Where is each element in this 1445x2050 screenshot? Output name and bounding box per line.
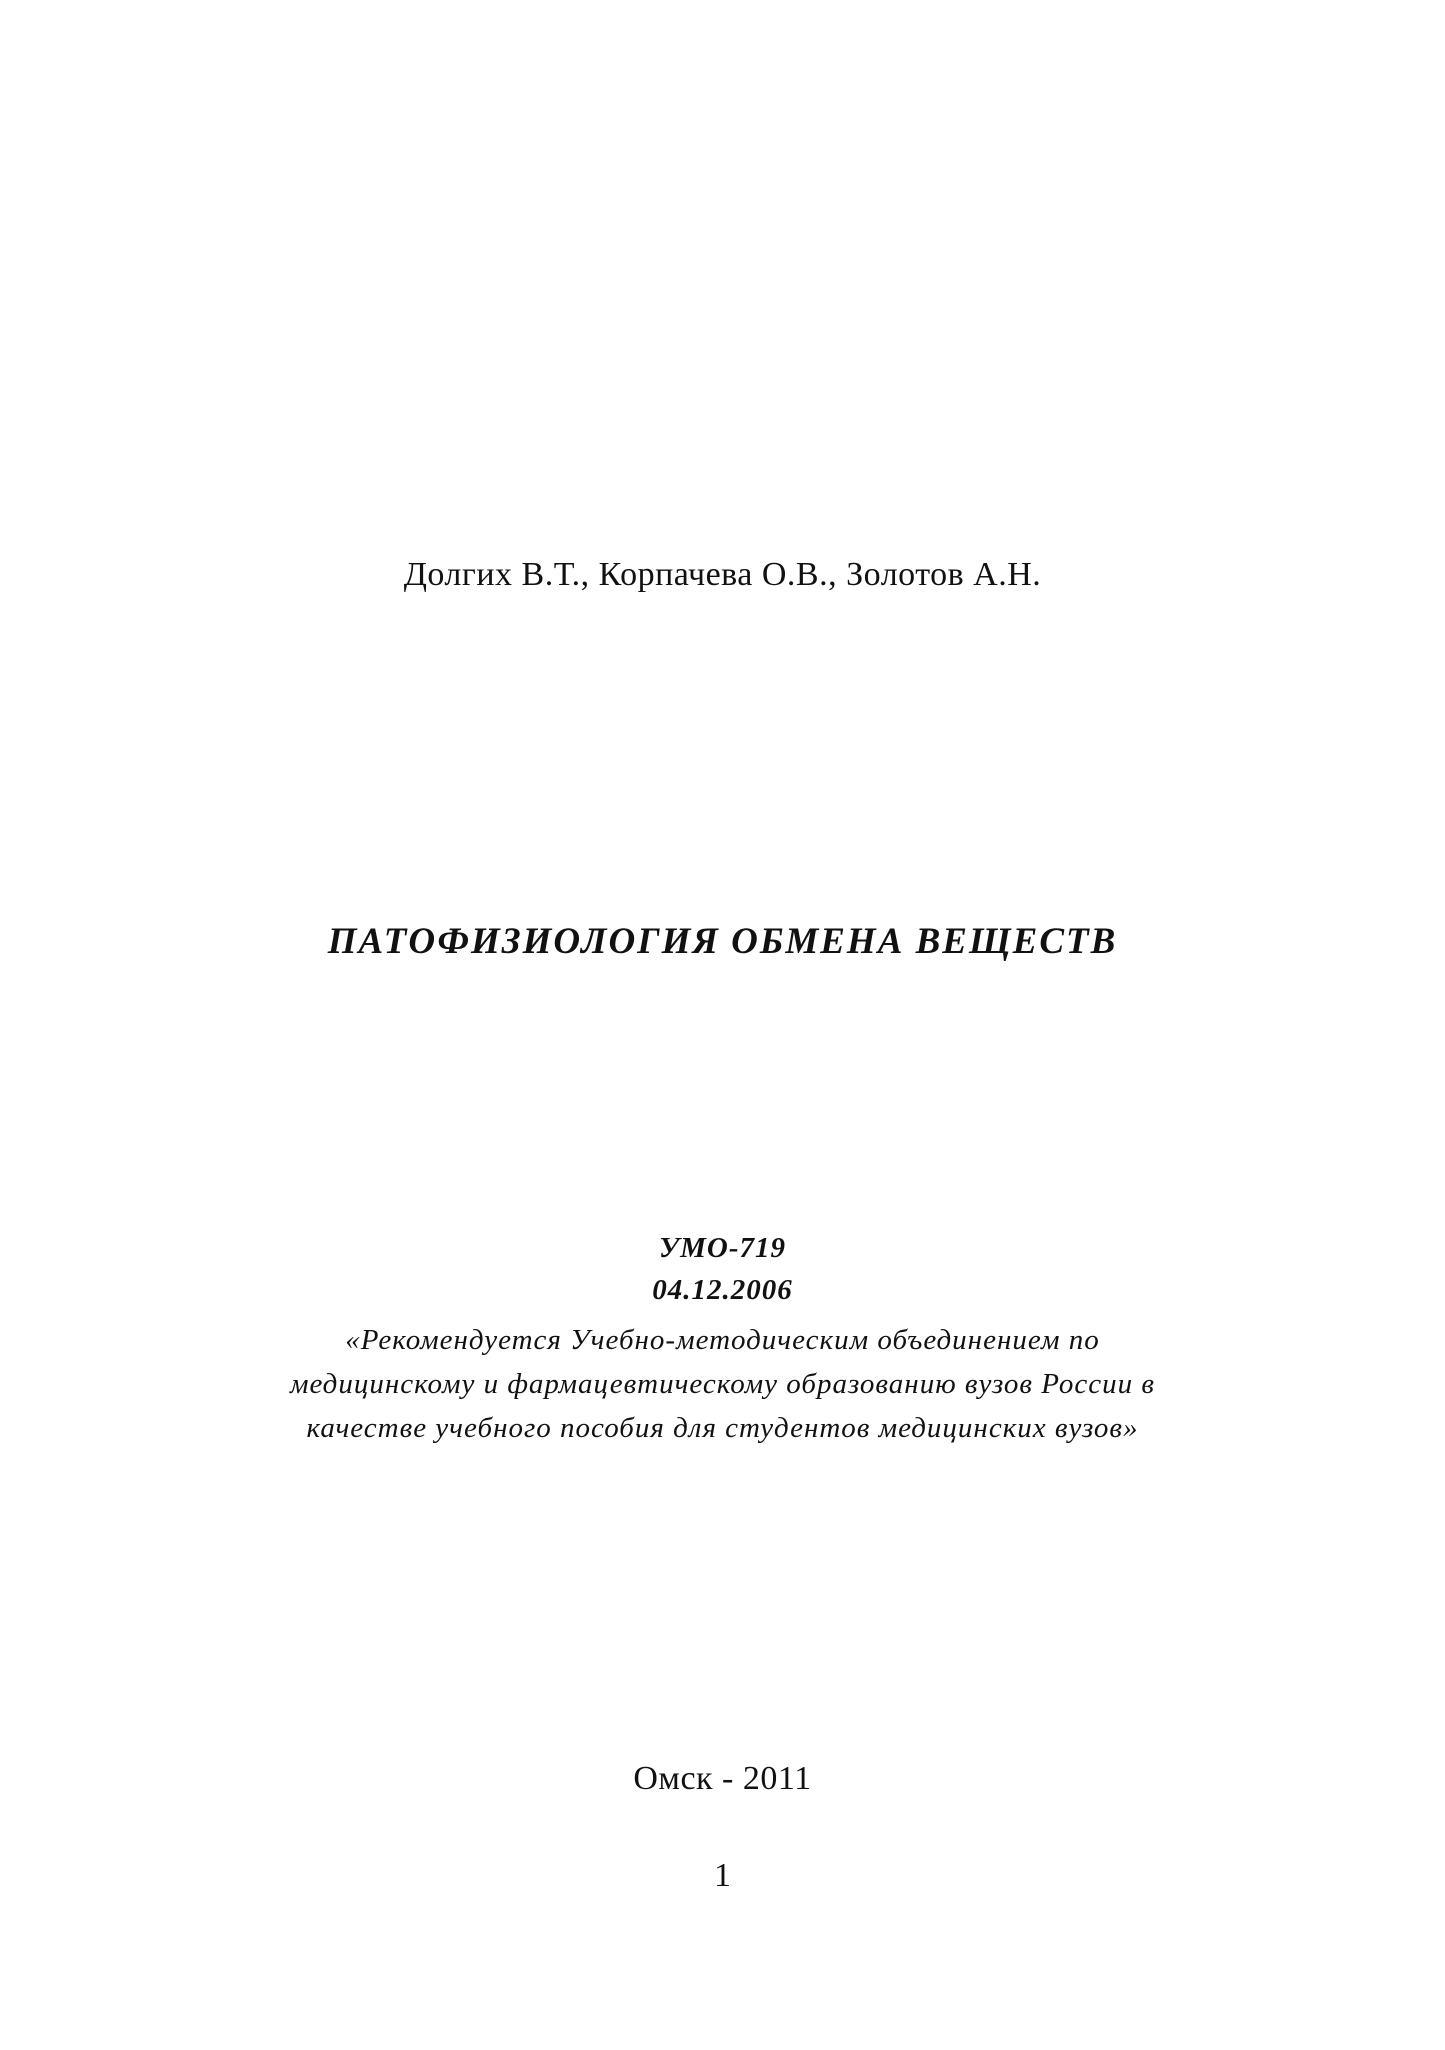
- place-and-year: Омск - 2011: [633, 1760, 812, 1797]
- recommendation-line: «Рекомендуется Учебно-методическим объединением по: [345, 1324, 1100, 1356]
- page-number: 1: [714, 1857, 731, 1894]
- approval-code: УМО-719: [658, 1232, 787, 1264]
- document-title: ПАТОФИЗИОЛОГИЯ ОБМЕНА ВЕЩЕСТВ: [327, 921, 1118, 962]
- recommendation-text: [0, 1318, 1445, 1450]
- authors: Долгих В.Т., Корпачева О.В., Золотов А.Н.: [403, 556, 1042, 593]
- recommendation-line: качестве учебного пособия для студентов медицинских вузов»: [306, 1412, 1139, 1444]
- recommendation-line: медицинскому и фармацевтическому образованию вузов России в: [290, 1368, 1155, 1400]
- approval-date: 04.12.2006: [652, 1274, 793, 1306]
